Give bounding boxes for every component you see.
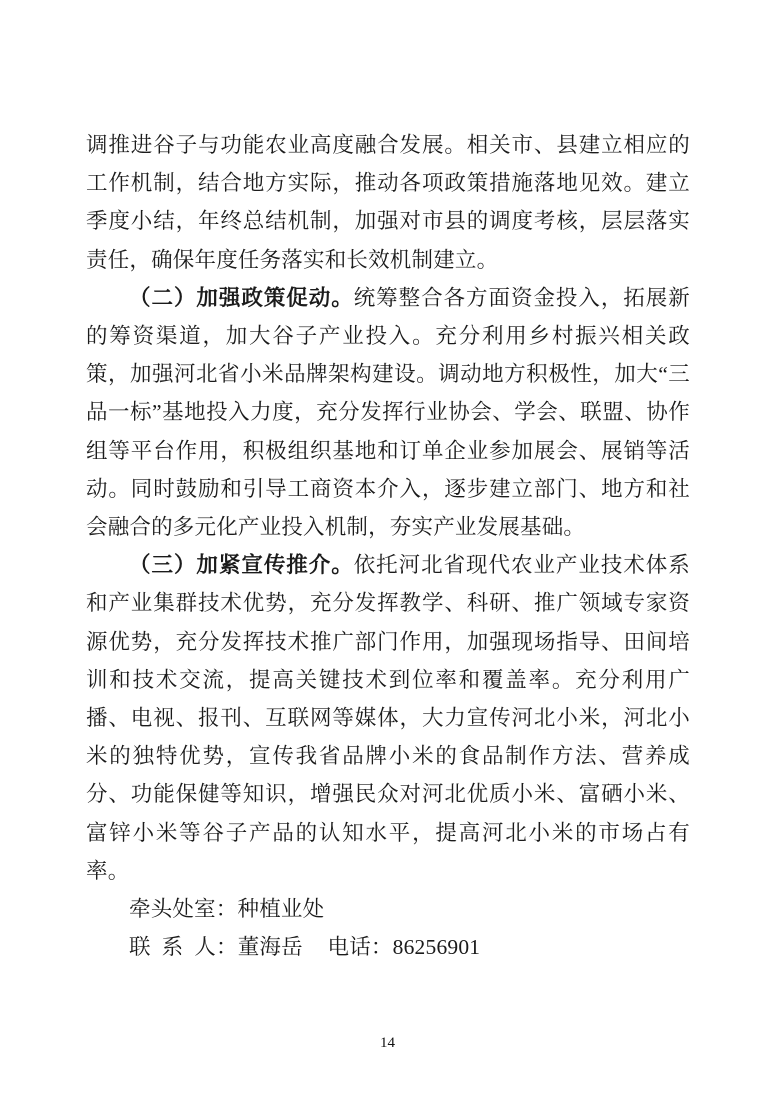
paragraph-text: 调推进谷子与功能农业高度融合发展。相关市、县建立相应的工作机制，结合地方实际，推动各项政策措施落地见效。建立季度小结，年终总结机制，加强对市县的调度考核，层层落实责任，确保年度任务落实和长效机制建立。 (86, 133, 690, 272)
section-heading-publicity: （三）加紧宣传推介。 (129, 553, 354, 578)
contact-person-line (86, 928, 690, 966)
paragraph-text: 依托河北省现代农业产业技术体系和产业集群技术优势，充分发挥教学、科研、推广领域专家资源优势，充分发挥技术推广部门作用，加强现场指导、田间培训和技术交流，提高关键技术到位率和覆盖率。充分利用广播、电视、报刊、互联网等媒体，大力宣传河北小米，河北小米的独特优势，宣传我省品牌小米的食品制作方法、营养成分、功能保健等知识，增强民众对河北优质小米、富硒小米、富锌小米等谷子产品的认知水平，提高河北小米的市场占有率。 (86, 553, 690, 883)
page-number: 14 (380, 1035, 395, 1051)
paragraph-section-policy (86, 279, 690, 546)
phone-label: 电话： (327, 935, 393, 960)
paragraph-continuation (86, 126, 690, 279)
document-body (86, 126, 690, 966)
contact-lead-office-line (86, 890, 690, 928)
lead-office-label: 牵头处室： (129, 897, 238, 922)
contact-person-label: 联 系 人： (129, 935, 238, 960)
section-heading-policy: （二）加强政策促动。 (129, 285, 354, 310)
contact-person-value: 董海岳 (237, 935, 303, 960)
lead-office-value: 种植业处 (237, 897, 325, 922)
phone-value: 86256901 (392, 935, 481, 960)
paragraph-section-publicity (86, 546, 690, 890)
paragraph-text: 统筹整合各方面资金投入，拓展新的筹资渠道，加大谷子产业投入。充分利用乡村振兴相关政策，加强河北省小米品牌架构建设。调动地方积极性，加大“三品一标”基地投入力度，充分发挥行业协会、学会、联盟、协作组等平台作用，积极组织基地和订单企业参加展会、展销等活动。同时鼓励和引导工商资本介入，逐步建立部门、地方和社会融合的多元化产业投入机制，夯实产业发展基础。 (86, 285, 690, 540)
